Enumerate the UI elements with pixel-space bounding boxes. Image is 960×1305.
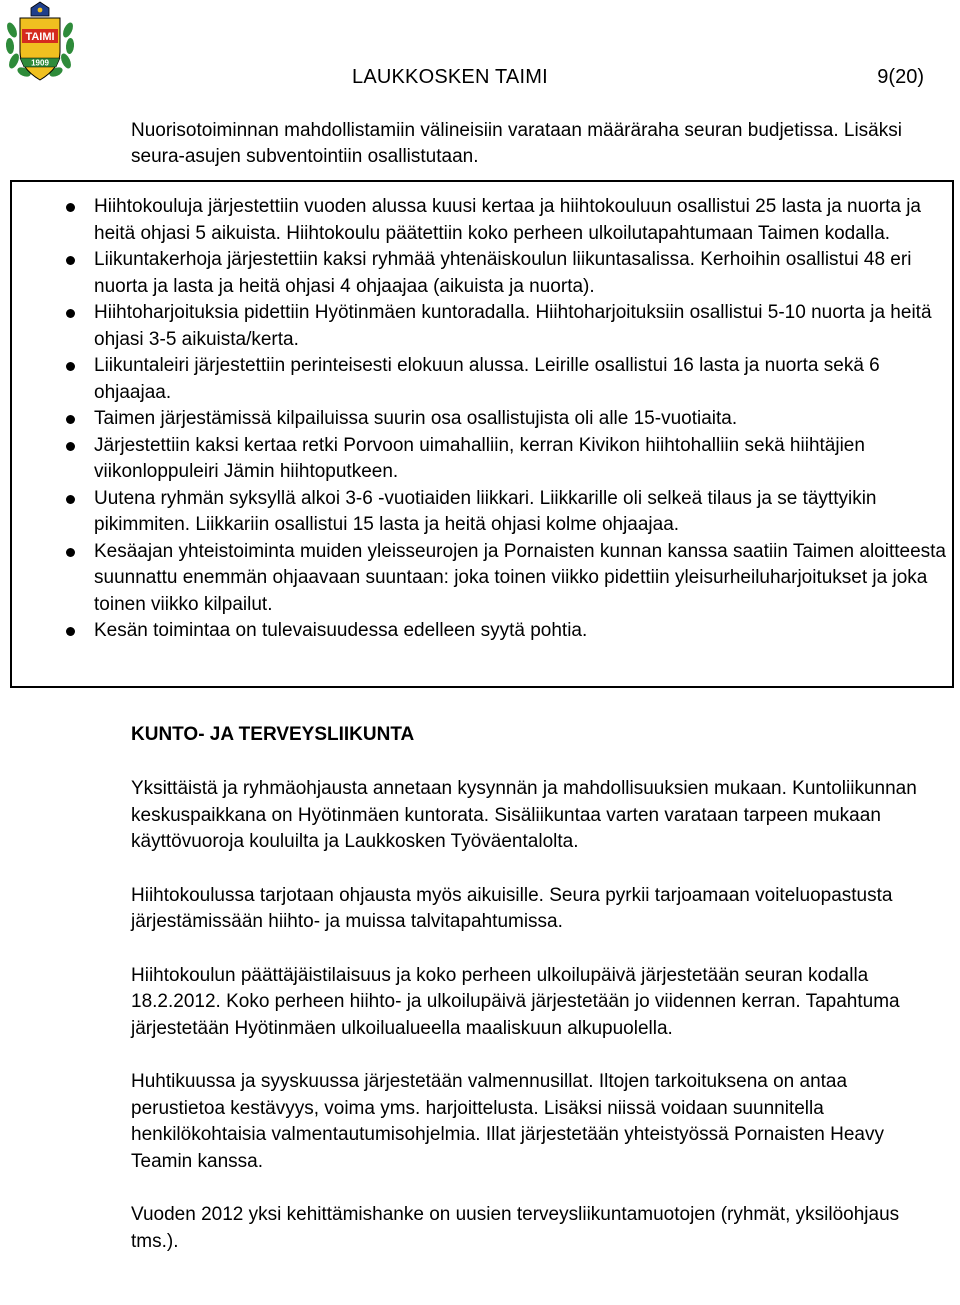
section-heading: KUNTO- JA TERVEYSLIIKUNTA <box>131 724 415 745</box>
list-item <box>94 406 954 433</box>
bullet-icon <box>66 495 75 504</box>
activities-box <box>10 180 954 688</box>
list-item-text: Kesän toimintaa on tulevaisuudessa edelleen syytä pohtia. <box>94 620 588 641</box>
bullet-icon <box>66 309 75 318</box>
list-item <box>94 433 954 486</box>
list-item-text: Hiihtoharjoituksia pidettiin Hyötinmäen kuntoradalla. Hiihtoharjoituksiin osallistui 5-10 nuorta ja heitä ohjasi 3-5 aikuista/kerta. <box>94 302 932 350</box>
club-logo <box>4 0 76 86</box>
list-item <box>94 539 954 619</box>
list-item-text: Kesäajan yhteistoiminta muiden yleisseurojen ja Pornaisten kunnan kanssa saatiin Taimen aloitteesta suunnattu enemmän ohjaavaan suuntaan: joka toinen viikko pidettiin yleisurheiluharjoitukset ja joka toinen viikko kilpailut. <box>94 540 946 615</box>
list-item-text: Liikuntakerhoja järjestettiin kaksi ryhmää yhtenäiskoulun liikuntasalissa. Kerhoihin osallistui 48 eri nuorta ja lasta ja heitä ohjasi 4 ohjaajaa (aikuista ja nuorta). <box>94 249 912 297</box>
section-body <box>131 776 931 1282</box>
list-item-text: Järjestettiin kaksi kertaa retki Porvoon uimahalliin, kerran Kivikon hiihtohalliin sekä hiihtäjien viikonloppuleiri Jämin hiihtoputkeen. <box>94 434 865 482</box>
bullet-icon <box>66 203 75 212</box>
list-item <box>94 353 954 406</box>
bullet-icon <box>66 415 75 424</box>
list-item <box>94 247 954 300</box>
page-number: 9(20) <box>877 66 924 88</box>
list-item <box>94 194 954 247</box>
paragraph: Huhtikuussa ja syyskuussa järjestetään valmennusillat. Iltojen tarkoituksena on antaa perustietoa kestävyys, voima yms. harjoittelusta. Lisäksi niissä voidaan suunnitella henkilökohtaisia valmentautumisohjelmia. Illat järjestetään yhteistyössä Pornaisten Heavy Teamin kanssa. <box>131 1071 884 1172</box>
list-item <box>94 300 954 353</box>
document-title: LAUKKOSKEN TAIMI <box>352 66 548 88</box>
list-item <box>94 618 954 645</box>
bullet-icon <box>66 548 75 557</box>
list-item-text: Hiihtokouluja järjestettiin vuoden alussa kuusi kertaa ja hiihtokouluun osallistui 25 lasta ja nuorta ja heitä ohjasi 5 aikuista. Hiihtokoulu päätettiin koko perheen ulkoilutapahtumaan Taimen kodalla. <box>94 196 921 244</box>
paragraph: Hiihtokoulun päättäjäistilaisuus ja koko perheen ulkoilupäivä järjestetään seuran kodalla 18.2.2012. Koko perheen hiihto- ja ulkoilupäivä järjestetään jo viidennen kerran. Tapahtuma järjestetään Hyötinmäen ulkoilualueella maaliskuun alkupuolella. <box>131 964 900 1039</box>
activities-list <box>94 194 954 645</box>
logo-year: 1909 <box>31 58 49 68</box>
list-item <box>94 486 954 539</box>
list-item-text: Taimen järjestämissä kilpailuissa suurin osa osallistujista oli alle 15-vuotiaita. <box>94 408 738 429</box>
list-item-text: Liikuntaleiri järjestettiin perinteisesti elokuun alussa. Leirille osallistui 16 lasta ja nuorta sekä 6 ohjaajaa. <box>94 355 880 403</box>
bullet-icon <box>66 442 75 451</box>
paragraph: Vuoden 2012 yksi kehittämishanke on uusien terveysliikuntamuotojen (ryhmät, yksilöohjaus tms.). <box>131 1204 900 1252</box>
bullet-icon <box>66 362 75 371</box>
paragraph: Yksittäistä ja ryhmäohjausta annetaan kysynnän ja mahdollisuuksien mukaan. Kuntoliikunnan keskuspaikkana on Hyötinmäen kuntorata. Sisäliikuntaa varten varataan tarpeen mukaan käyttövuoroja kouluilta ja Laukkosken Työväentalolta. <box>131 778 917 852</box>
logo-text: TAIMI <box>25 31 55 43</box>
bullet-icon <box>66 256 75 265</box>
list-item-text: Uutena ryhmän syksyllä alkoi 3-6 -vuotiaiden liikkari. Liikkarille oli selkeä tilaus ja se täyttyikin pikimmiten. Liikkariin osallistui 15 lasta ja heitä ohjasi kolme ohjaajaa. <box>94 487 877 535</box>
bullet-icon <box>66 627 75 636</box>
intro-paragraph: Nuorisotoiminnan mahdollistamiin välineisiin varataan määräraha seuran budjetissa. Lisäksi seura-asujen subventointiin osallistutaan. <box>131 120 902 167</box>
paragraph: Hiihtokoulussa tarjotaan ohjausta myös aikuisille. Seura pyrkii tarjoamaan voiteluopastusta järjestämissään hiihto- ja muissa talvitapahtumissa. <box>131 884 893 932</box>
